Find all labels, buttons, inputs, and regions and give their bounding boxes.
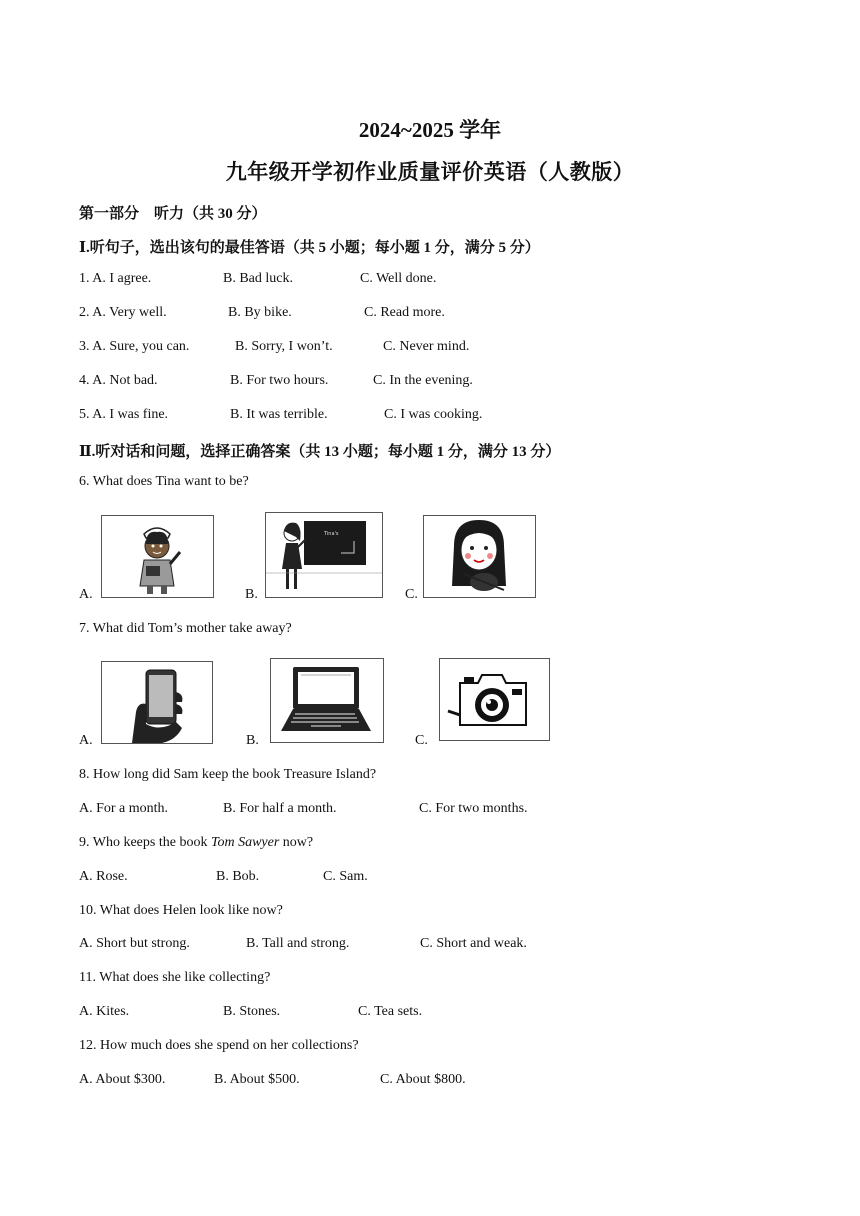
option-a[interactable]: 1. A. I agree. <box>79 271 152 286</box>
question-9-stem: 9. Who keeps the book Tom Sawyer now? <box>79 835 314 850</box>
option-b[interactable]: B. <box>245 587 258 602</box>
option-a[interactable]: A. About $300. <box>79 1072 166 1087</box>
option-a[interactable]: 5. A. I was fine. <box>79 407 169 422</box>
section2-heading: Ⅱ.听对话和问题，选择正确答案（共 13 小题；每小题 1 分，满分 13 分） <box>79 444 561 460</box>
svg-text:Tina's: Tina's <box>324 531 339 537</box>
option-a[interactable]: A. Short but strong. <box>79 936 190 951</box>
option-c[interactable]: C. <box>405 587 418 602</box>
phone-picture-icon[interactable] <box>101 661 213 744</box>
option-a[interactable]: 2. A. Very well. <box>79 305 167 320</box>
option-b[interactable]: B. Stones. <box>223 1004 281 1019</box>
exam-year-title: 2024~2025 学年 <box>358 118 502 142</box>
option-c[interactable]: C. Never mind. <box>383 339 470 354</box>
option-c[interactable]: C. <box>415 733 428 748</box>
option-b[interactable]: B. Bob. <box>216 869 260 884</box>
option-c[interactable]: C. About $800. <box>380 1072 466 1087</box>
option-c[interactable]: C. Sam. <box>323 869 368 884</box>
option-a[interactable]: A. Kites. <box>79 1004 130 1019</box>
question-7-stem: 7. What did Tom’s mother take away? <box>79 621 292 636</box>
option-b[interactable]: B. Tall and strong. <box>246 936 350 951</box>
option-c[interactable]: C. Short and weak. <box>420 936 527 951</box>
option-b[interactable]: B. For two hours. <box>230 373 329 388</box>
laptop-picture-icon[interactable] <box>270 658 384 743</box>
section1-heading: Ⅰ.听句子，选出该句的最佳答语（共 5 小题；每小题 1 分，满分 5 分） <box>79 240 540 256</box>
nurse-picture-icon[interactable] <box>101 515 214 598</box>
option-c[interactable]: C. I was cooking. <box>384 407 483 422</box>
option-b[interactable]: B. Sorry, I won’t. <box>235 339 333 354</box>
teacher-picture-icon[interactable] <box>265 512 383 598</box>
camera-picture-icon[interactable] <box>439 658 550 741</box>
question-6-stem: 6. What does Tina want to be? <box>79 474 249 489</box>
option-b[interactable]: B. By bike. <box>228 305 292 320</box>
option-b[interactable]: B. It was terrible. <box>230 407 328 422</box>
option-c[interactable]: C. In the evening. <box>373 373 473 388</box>
violinist-picture-icon[interactable] <box>423 515 536 598</box>
option-c[interactable]: C. For two months. <box>419 801 528 816</box>
option-a[interactable]: A. <box>79 587 93 602</box>
option-a[interactable]: 3. A. Sure, you can. <box>79 339 190 354</box>
option-b[interactable]: B. For half a month. <box>223 801 337 816</box>
option-b[interactable]: B. Bad luck. <box>223 271 293 286</box>
book-title: Tom Sawyer <box>210 835 280 850</box>
option-b[interactable]: B. About $500. <box>214 1072 300 1087</box>
option-c[interactable]: C. Tea sets. <box>358 1004 423 1019</box>
question-11-stem: 11. What does she like collecting? <box>79 970 271 985</box>
exam-title: 九年级开学初作业质量评价英语（人教版） <box>225 160 635 184</box>
option-b[interactable]: B. <box>246 733 259 748</box>
option-a[interactable]: A. <box>79 733 93 748</box>
option-a[interactable]: A. Rose. <box>79 869 128 884</box>
question-10-stem: 10. What does Helen look like now? <box>79 903 283 918</box>
question-8-stem: 8. How long did Sam keep the book Treasure Island? <box>79 767 377 782</box>
option-a[interactable]: 4. A. Not bad. <box>79 373 158 388</box>
question-12-stem: 12. How much does she spend on her collections? <box>79 1038 359 1053</box>
option-c[interactable]: C. Read more. <box>364 305 445 320</box>
option-a[interactable]: A. For a month. <box>79 801 169 816</box>
option-c[interactable]: C. Well done. <box>360 271 437 286</box>
part1-heading: 第一部分 听力（共 30 分） <box>79 206 267 222</box>
